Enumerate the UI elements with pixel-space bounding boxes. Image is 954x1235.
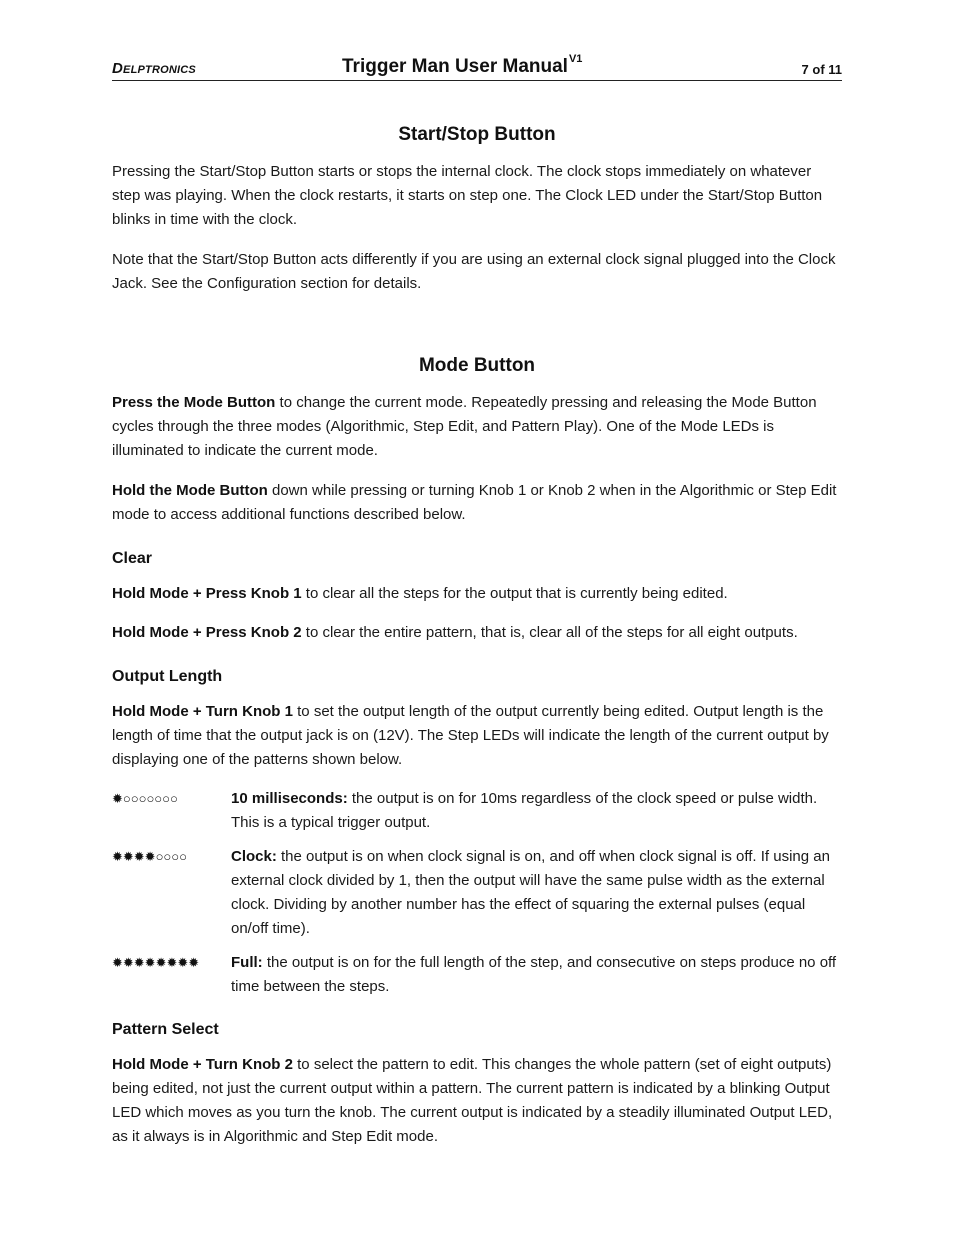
- led-pattern-label: 10 milliseconds:: [231, 790, 348, 807]
- mode-para-2: [112, 479, 842, 527]
- clear-para-2: [112, 621, 842, 645]
- output-length-para: [112, 700, 842, 772]
- output-length-para-bold: Hold Mode + Turn Knob 1: [112, 703, 293, 720]
- clear-para-1: [112, 582, 842, 606]
- mode-para-1-bold: Press the Mode Button: [112, 394, 276, 411]
- led-pattern-description: [231, 951, 842, 999]
- led-pattern-icon: ✹○○○○○○○: [112, 791, 178, 806]
- led-pattern-label: Clock:: [231, 848, 277, 865]
- output-length-para-text: to set the output length of the output currently being edited. Output length is the length of time that the output jack is on (12V). The Step LEDs will indicate the length of the current output by displaying one of the patterns shown below.: [112, 703, 829, 768]
- pattern-select-para-text: to select the pattern to edit. This changes the whole pattern (set of eight outputs) being edited, not just the current output within a pattern. The current pattern is indicated by a blinking Output LED which moves as you turn the knob. The current output is indicated by a steadily illuminated Output LED, as it always is in Algorithmic and Step Edit mode.: [112, 1056, 833, 1145]
- pattern-select-heading: Pattern Select: [112, 1021, 219, 1038]
- clear-para-2-text: to clear the entire pattern, that is, clear all of the steps for all eight outputs.: [301, 624, 798, 641]
- pattern-select-para: [112, 1053, 842, 1149]
- clear-para-1-text: to clear all the steps for the output that is currently being edited.: [301, 585, 728, 602]
- mode-para-2-text: down while pressing or turning Knob 1 or Knob 2 when in the Algorithmic or Step Edit mode to access additional functions described below.: [112, 482, 837, 523]
- brand-logo: Delptronics: [112, 60, 196, 77]
- page-header: [112, 53, 842, 81]
- clear-para-1-bold: Hold Mode + Press Knob 1: [112, 585, 302, 602]
- start-stop-heading: Start/Stop Button: [398, 124, 556, 145]
- led-pattern-text: the output is on when clock signal is on, and off when clock signal is off. If using an external clock divided by 1, then the output will have the same pulse width as the external clock. Dividing by another number has the effect of squaring the external pulses (equal on/off time).: [231, 848, 830, 937]
- page-number: 7 of 11: [801, 62, 842, 77]
- start-stop-para-1: Pressing the Start/Stop Button starts or stops the internal clock. The clock stops immediately on whatever step was playing. When the clock restarts, it starts on step one. The Clock LED under the Start/Stop Button blinks in time with the clock.: [112, 163, 823, 228]
- led-pattern-text: the output is on for the full length of the step, and consecutive on steps produce no off time between the steps.: [231, 954, 837, 995]
- clear-heading: Clear: [112, 550, 153, 567]
- pattern-select-para-bold: Hold Mode + Turn Knob 2: [112, 1056, 293, 1073]
- start-stop-para-2: Note that the Start/Stop Button acts differently if you are using an external clock signal plugged into the Clock Jack. See the Configuration section for details.: [112, 251, 836, 292]
- led-pattern-text: the output is on for 10ms regardless of the clock speed or pulse width. This is a typical trigger output.: [231, 790, 818, 831]
- mode-para-2-bold: Hold the Mode Button: [112, 482, 268, 499]
- led-pattern-icon: ✹✹✹✹✹✹✹✹: [112, 955, 200, 970]
- led-pattern-description: [231, 845, 842, 941]
- output-length-heading: Output Length: [112, 668, 223, 685]
- document-title: [342, 53, 583, 78]
- version-tag: V1: [568, 53, 583, 65]
- mode-para-1-text: to change the current mode. Repeatedly pressing and releasing the Mode Button cycles through the three modes (Algorithmic, Step Edit, and Pattern Play). One of the Mode LEDs is illuminated to indicate the current mode.: [112, 394, 817, 459]
- led-pattern-description: [231, 787, 842, 835]
- mode-para-1: [112, 391, 842, 463]
- document-title-text: Trigger Man User Manual: [342, 56, 568, 77]
- mode-heading: Mode Button: [418, 355, 536, 376]
- led-pattern-label: Full:: [231, 954, 263, 971]
- led-pattern-icon: ✹✹✹✹○○○○: [112, 849, 187, 864]
- clear-para-2-bold: Hold Mode + Press Knob 2: [112, 624, 302, 641]
